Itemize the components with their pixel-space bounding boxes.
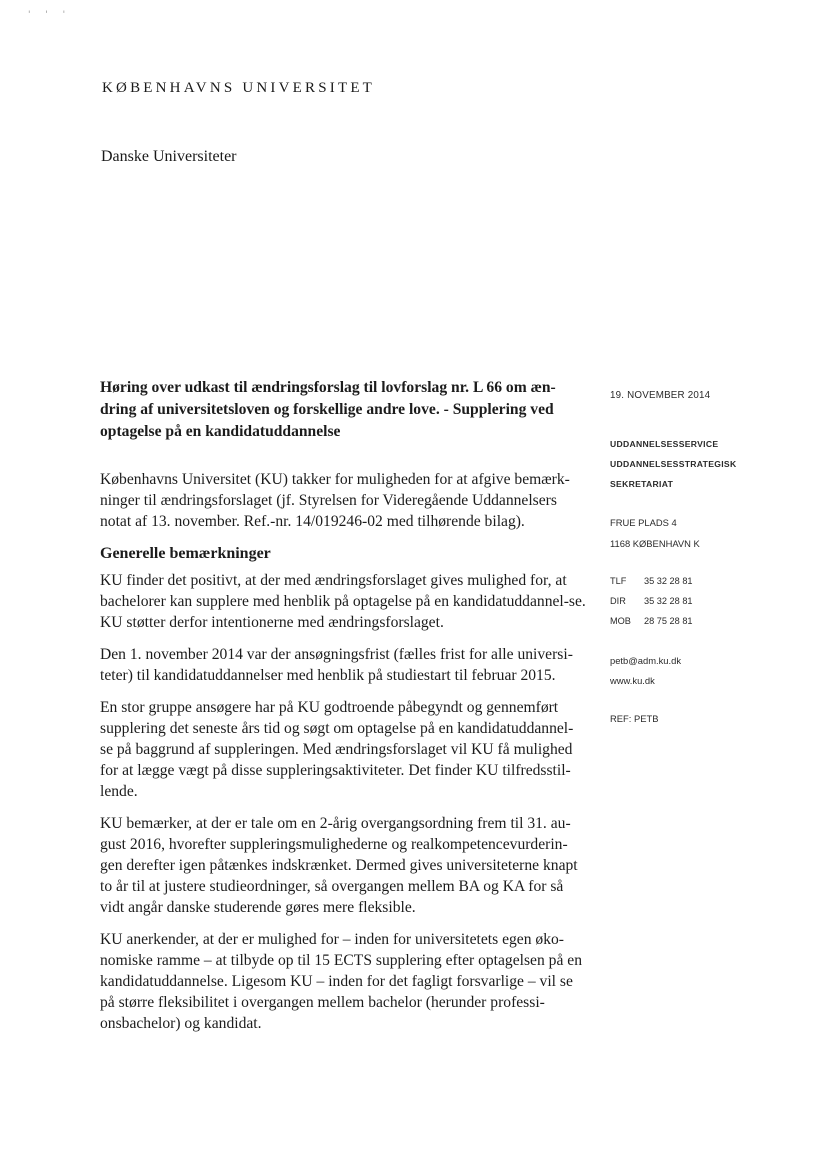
letter-subject: Høring over udkast til ændringsforslag til lovforslag nr. L 66 om æn-dring af universitetsloven og forskellige andre love. - Supplering ved optagelse på en kandidatuddannelse bbox=[100, 379, 556, 440]
department-line: UDDANNELSESSERVICE bbox=[610, 439, 719, 449]
phone-label: TLF bbox=[610, 576, 627, 586]
body-paragraph: KU finder det positivt, at der med ændringsforslaget gives mulighed for, at bachelorer kan supplere med henblik på optagelse på en kandidatuddannel-se. KU støtter derfor intentionerne med ændringsforslaget. bbox=[100, 572, 586, 631]
phone-row bbox=[610, 576, 693, 586]
reference-line: REF: PETB bbox=[610, 713, 659, 724]
department-line: UDDANNELSESSTRATEGISK bbox=[610, 459, 737, 469]
letter-body bbox=[100, 377, 586, 1045]
body-paragraph: En stor gruppe ansøgere har på KU godtroende påbegyndt og gennemført supplering det seneste års tid og søgt om optagelse på en kandidatuddannel-se på baggrund af suppleringen. Med ændringsforslaget vil KU få mulighed for at lægge vægt på disse suppleringsaktiviteter. Det finder KU tilfredsstil-lende. bbox=[100, 699, 574, 800]
letter-date: 19. NOVEMBER 2014 bbox=[610, 390, 711, 401]
address-line: FRUE PLADS 4 bbox=[610, 517, 677, 528]
phone-number: 28 75 28 81 bbox=[644, 616, 693, 626]
phone-number: 35 32 28 81 bbox=[644, 596, 693, 606]
section-heading: Generelle bemærkninger bbox=[100, 545, 271, 562]
body-paragraph: Den 1. november 2014 var der ansøgningsfrist (fælles frist for alle universi-teter) til kandidatuddannelser med henblik på studiestart til februar 2015. bbox=[100, 646, 573, 684]
phone-row bbox=[610, 616, 693, 626]
university-letterhead: KØBENHAVNS UNIVERSITET bbox=[102, 80, 376, 96]
recipient-name: Danske Universiteter bbox=[101, 148, 237, 165]
phone-row bbox=[610, 596, 693, 606]
phone-label: MOB bbox=[610, 616, 631, 626]
phone-number: 35 32 28 81 bbox=[644, 576, 693, 586]
department-line: SEKRETARIAT bbox=[610, 479, 674, 489]
email-address: petb@adm.ku.dk bbox=[610, 655, 682, 666]
intro-paragraph: Københavns Universitet (KU) takker for muligheden for at afgive bemærk-ninger til ændringsforslaget (jf. Styrelsen for Videregående Uddannelsers notat af 13. november. Ref.-nr. 14/019246-02 med tilhørende bilag). bbox=[100, 471, 570, 530]
scan-marks: ' ' ' bbox=[28, 10, 72, 20]
body-paragraph: KU bemærker, at der er tale om en 2-årig overgangsordning frem til 31. au-gust 2016, hvorefter suppleringsmulighederne og realkompetencevurderin-gen derefter igen påtænkes indskrænket. Dermed gives universiteterne knapt to år til at justere studieordninger, så overgangen mellem BA og KA for så vidt angår danske studerende gøres mere fleksible. bbox=[100, 815, 578, 916]
body-paragraph: KU anerkender, at der er mulighed for – inden for universitetets egen øko-nomiske ramme – at tilbyde op til 15 ECTS supplering efter optagelsen på en kandidatuddannelse. Ligesom KU – inden for det fagligt forsvarlige – vil se på større fleksibilitet i overgangen mellem bachelor (herunder professi-onsbachelor) og kandidat. bbox=[100, 931, 582, 1032]
website-address: www.ku.dk bbox=[610, 675, 655, 686]
phone-label: DIR bbox=[610, 596, 626, 606]
address-line: 1168 KØBENHAVN K bbox=[610, 538, 700, 549]
